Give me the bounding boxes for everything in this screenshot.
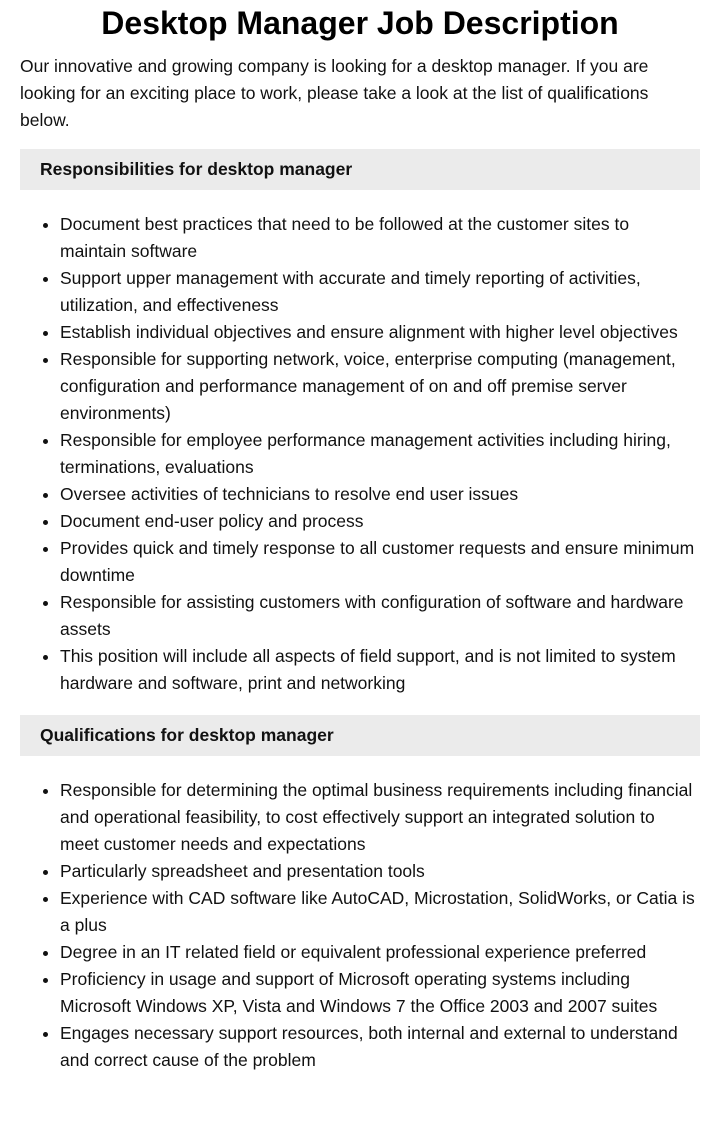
list-item: • Particularly spreadsheet and presentation tools	[60, 858, 695, 885]
list-item: • Proficiency in usage and support of Microsoft operating systems including Microsoft Windows XP, Vista and Windows 7 the Office 2003 and 2007 suites	[60, 966, 695, 1020]
page-title: Desktop Manager Job Description	[101, 5, 619, 41]
list-item: • Degree in an IT related field or equivalent professional experience preferred	[60, 939, 695, 966]
qualifications-heading: Qualifications for desktop manager	[20, 715, 700, 756]
list-item: • Support upper management with accurate and timely reporting of activities, utilization, and effectiveness	[60, 265, 695, 319]
list-item: • Document best practices that need to be followed at the customer sites to maintain software	[60, 211, 695, 265]
list-item: • Document end-user policy and process	[60, 508, 695, 535]
list-item: • Responsible for determining the optimal business requirements including financial and operational feasibility, to cost effectively support an integrated solution to meet customer needs and expectations	[60, 777, 695, 858]
list-item: • Experience with CAD software like AutoCAD, Microstation, SolidWorks, or Catia is a plus	[60, 885, 695, 939]
list-item: • Provides quick and timely response to all customer requests and ensure minimum downtime	[60, 535, 695, 589]
qualifications-list	[20, 777, 695, 1074]
list-item: • Oversee activities of technicians to resolve end user issues	[60, 481, 695, 508]
list-item: • Engages necessary support resources, both internal and external to understand and correct cause of the problem	[60, 1020, 695, 1074]
responsibilities-heading: Responsibilities for desktop manager	[20, 149, 700, 190]
intro-paragraph: Our innovative and growing company is looking for a desktop manager. If you are looking for an exciting place to work, please take a look at the list of qualifications below.	[20, 56, 649, 130]
list-item: • This position will include all aspects of field support, and is not limited to system hardware and software, print and networking	[60, 643, 695, 697]
responsibilities-list	[20, 211, 695, 697]
list-item: • Responsible for supporting network, voice, enterprise computing (management, configuration and performance management of on and off premise server environments)	[60, 346, 695, 427]
list-item: • Establish individual objectives and ensure alignment with higher level objectives	[60, 319, 695, 346]
list-item: • Responsible for assisting customers with configuration of software and hardware assets	[60, 589, 695, 643]
list-item: • Responsible for employee performance management activities including hiring, terminations, evaluations	[60, 427, 695, 481]
